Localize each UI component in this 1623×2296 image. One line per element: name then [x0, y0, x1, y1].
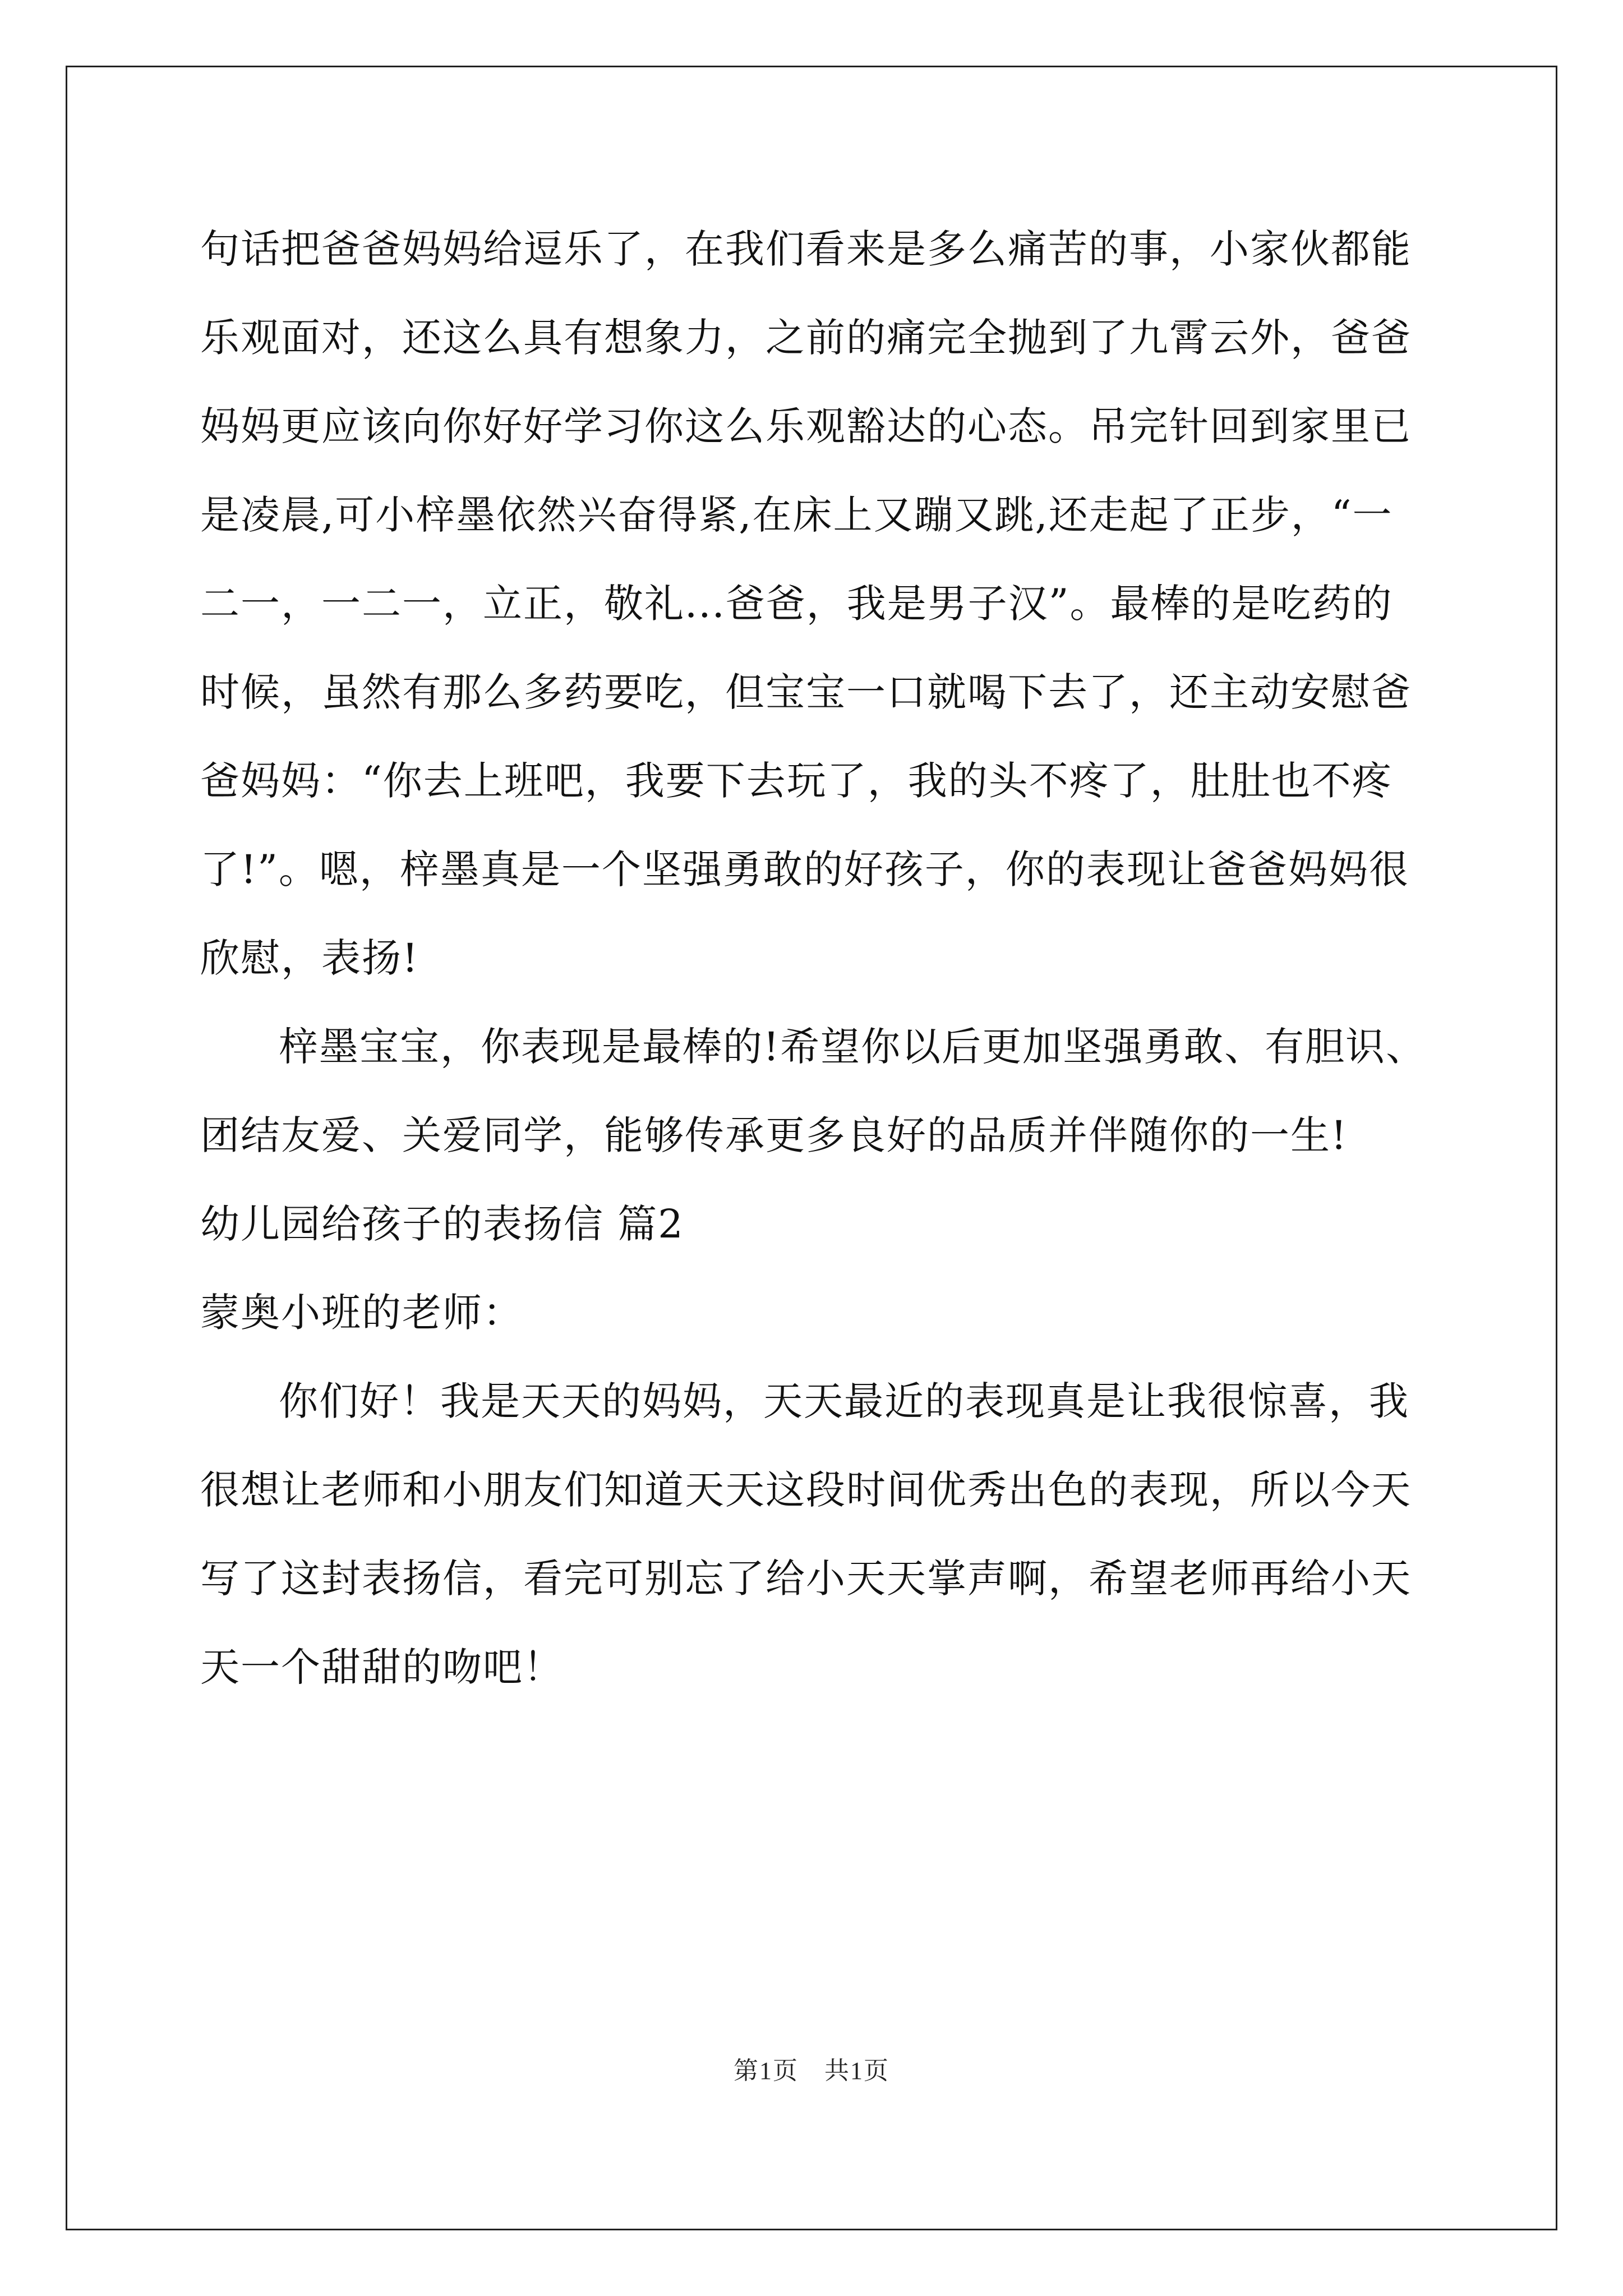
text-line: 爸妈妈：“你去上班吧，我要下去玩了，我的头不疼了，肚肚也不疼 [200, 758, 1393, 804]
text-line: 欣慰，表扬! [200, 935, 419, 981]
text-line: 乐观面对，还这么具有想象力，之前的痛完全抛到了九霄云外，爸爸 [200, 315, 1412, 361]
section-heading: 幼儿园给孩子的表扬信 篇2 [200, 1201, 684, 1247]
text-line: 妈妈更应该向你好好学习你这么乐观豁达的心态。吊完针回到家里已 [200, 403, 1412, 449]
paragraph-start-line: 你们好！我是天天的妈妈，天天最近的表现真是让我很惊喜，我 [279, 1378, 1409, 1424]
text-line: 句话把爸爸妈妈给逗乐了，在我们看来是多么痛苦的事，小家伙都能 [200, 226, 1412, 272]
text-line: 了!”。嗯，梓墨真是一个坚强勇敢的好孩子，你的表现让爸爸妈妈很 [200, 846, 1409, 892]
text-line: 天一个甜甜的吻吧！ [200, 1644, 564, 1690]
text-line: 很想让老师和小朋友们知道天天这段时间优秀出色的表现，所以今天 [200, 1467, 1412, 1513]
text-line: 二一，一二一，立正，敬礼...爸爸，我是男子汉”。最棒的是吃药的 [200, 581, 1393, 627]
text-line: 团结友爱、关爱同学，能够传承更多良好的品质并伴随你的一生! [200, 1112, 1348, 1158]
text-line: 是凌晨,可小梓墨依然兴奋得紧,在床上又蹦又跳,还走起了正步，“一 [200, 492, 1393, 538]
paragraph-start-line: 梓墨宝宝，你表现是最棒的!希望你以后更加坚强勇敢、有胆识、 [279, 1024, 1427, 1070]
text-line: 时候，虽然有那么多药要吃，但宝宝一口就喝下去了，还主动安慰爸 [200, 669, 1412, 715]
document-body [200, 205, 1434, 1711]
salutation: 蒙奥小班的老师： [200, 1290, 523, 1336]
text-line: 写了这封表扬信，看完可别忘了给小天天掌声啊，希望老师再给小天 [200, 1556, 1412, 1602]
page-number-footer: 第1页 共1页 [734, 2057, 889, 2085]
